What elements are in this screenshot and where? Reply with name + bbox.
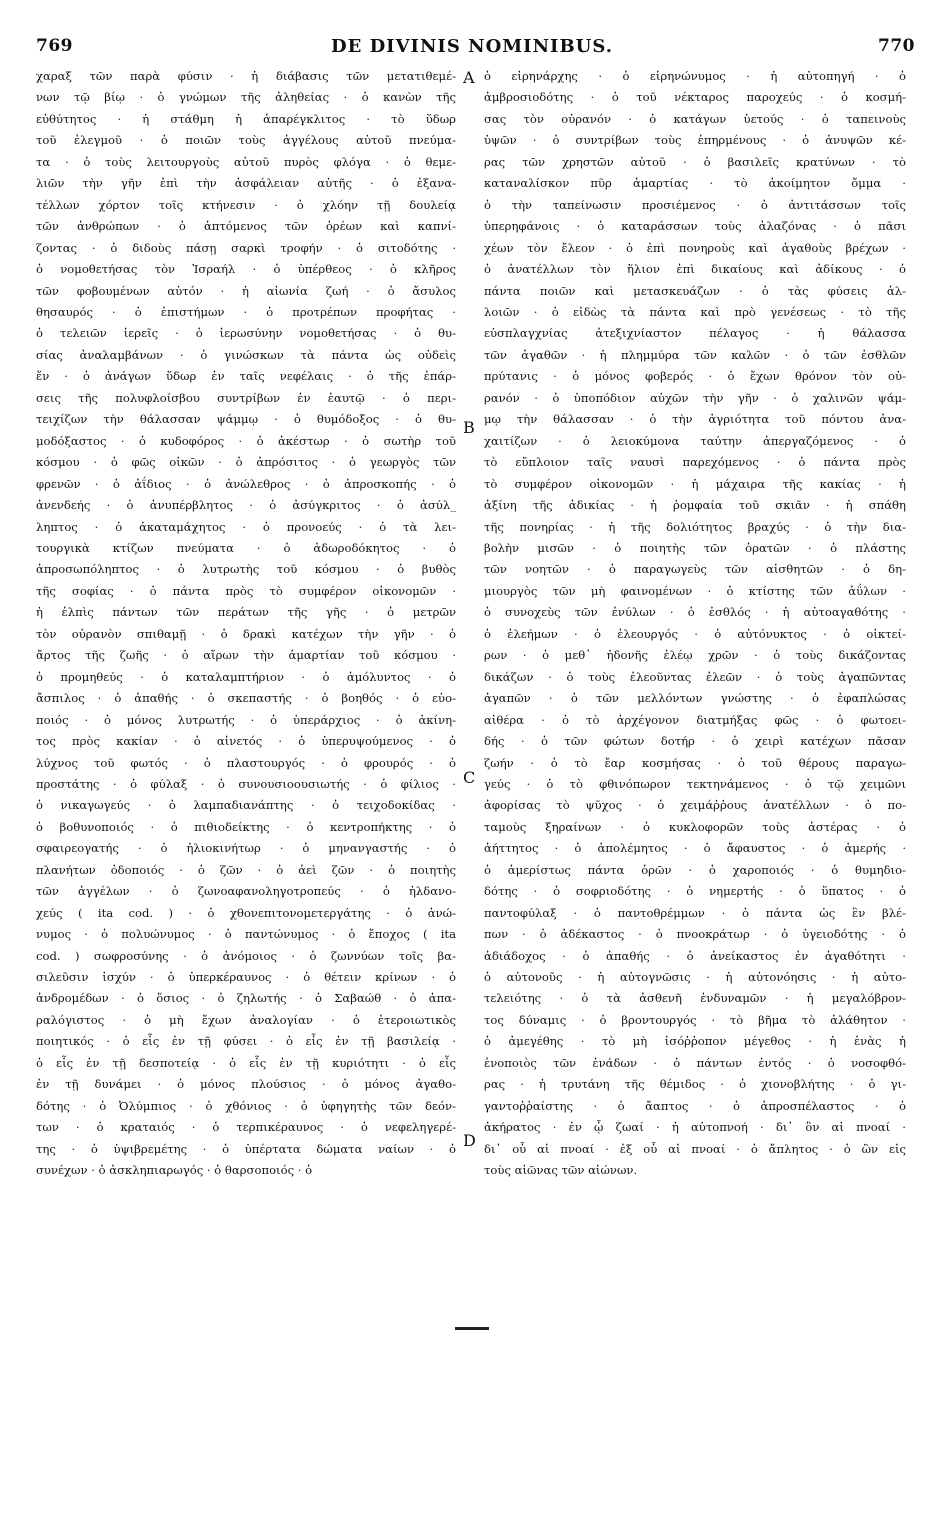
text-line: ταμοὺς ξηραίνων · ὁ κυκλοφορῶν τοὺς ἀστέρας · ὁ (484, 819, 906, 834)
text-line: ὁ ἀμερίστως πάντα ὁρῶν · ὁ χαροποιός · ὁ θυμηδιο- (484, 862, 906, 877)
text-line: κόσμου · ὁ φῶς οἰκῶν · ὁ ἀπρόσιτος · ὁ γεωργὸς τῶν (36, 455, 456, 470)
text-line: μῳ τὴν θάλασσαν · ὁ τὴν ἀγριότητα τοῦ πόντου ἀνα- (484, 412, 906, 427)
section-marker-d: D (463, 1131, 476, 1150)
text-line: γαντοῤῥαίστης · ὁ ἄαπτος · ὁ ἀπροσπέλαστος · ὁ (484, 1098, 906, 1113)
text-line: ληπτος · ὁ ἀκαταμάχητος · ὁ προνοεύς · ὁ τὰ λει- (36, 519, 456, 534)
page-number-right: 770 (878, 36, 915, 56)
text-line: τος πρὸς κακίαν · ὁ αἰνετός · ὁ ὑπερυψούμενος · ὁ (36, 734, 456, 749)
text-line: συνέχων · ὁ ἀσκληπιαρωγός · ὁ θαρσοποιός · ὁ (36, 1163, 313, 1178)
text-line: λύχνος τοῦ φωτός · ὁ πλαστουργός · ὁ φρουρός · ὁ (36, 755, 456, 770)
text-line: ὁ ἐλεήμων · ὁ ἐλεουργός · ὁ αὐτόνυκτος · ὁ οἰκτεί- (484, 626, 906, 641)
text-line: τουργικὰ κτίζων πνεύματα · ὁ ἀδωροδόκητος · ὁ (36, 540, 456, 555)
text-line: δότης · ὁ Ὀλύμπιος · ὁ χθόνιος · ὁ ὑφηγητὴς τῶν δεόν- (36, 1098, 456, 1113)
left-text-column (36, 66, 456, 1182)
text-line: δι᾽ οὗ αἱ πνοαί · ἐξ οὗ αἱ πνοαί · ὁ ἄπλητος · ὁ ὢν εἰς (484, 1141, 906, 1156)
text-line: χέων τὸν ἔλεον · ὁ ἐπὶ πονηροὺς καὶ ἀγαθοὺς βρέχων · (484, 240, 906, 255)
text-line: θησαυρός · ὁ ἐπιστήμων · ὁ προτρέπων προφήτας · (36, 304, 456, 319)
text-line: προστάτης · ὁ φύλαξ · ὁ συνουσιοουσιωτής · ὁ φίλιος · (36, 776, 456, 791)
text-line: ὑψῶν · ὁ συντρίβων τοὺς ἐπηρμένους · ὁ ἀνυψῶν κέ- (484, 133, 906, 148)
text-line: ἀνδρομέδων · ὁ ὅσιος · ὁ ζηλωτής · ὁ Σαβαώθ · ὁ ἀπα- (36, 991, 456, 1006)
text-line: σίας ἀναλαμβάνων · ὁ γινώσκων τὰ πάντα ὡς οὐδεὶς (36, 347, 456, 362)
text-line: τοὺς αἰῶνας τῶν αἰώνων. (484, 1163, 638, 1178)
text-line: τα · ὁ τοὺς λειτουργοὺς αὐτοῦ πυρὸς φλόγα · ὁ θεμε- (36, 154, 456, 169)
text-line: νυμος · ὁ πολυώνυμος · ὁ παντώνυμος · ὁ ἔποχος ( ita (36, 927, 456, 942)
text-line: ραλόγιστος · ὁ μὴ ἔχων ἀναλογίαν · ὁ ἑτεροιωτικὸς (36, 1012, 456, 1027)
text-line: μοδόξαστος · ὁ κυδοφόρος · ὁ ἀκέστωρ · ὁ σωτὴρ τοῦ (36, 433, 456, 448)
text-line: ὁ ἀνατέλλων τὸν ἥλιον ἐπὶ δικαίους καὶ ἀδίκους · ὁ (484, 262, 906, 277)
text-line: ἀξίνη τῆς ἀδικίας · ἡ ῥομφαία τοῦ σκιᾶν · ἡ σπάθη (484, 498, 906, 513)
text-line: δικάζων · ὁ τοὺς ἐλεοῦντας ἐλεῶν · ὁ τοὺς ἀγαπῶντας (484, 669, 906, 684)
text-line: μιουργὸς τῶν μὴ φαινομένων · ὁ κτίστης τῶν ἀΰλων · (484, 583, 906, 598)
text-line: ρων · ὁ μεθ᾽ ἡδονῆς ἐλέῳ χρῶν · ὁ τοὺς δικάζοντας (484, 648, 906, 663)
text-line: τῆς πονηρίας · ἡ τῆς δολιότητος βραχύς · ὁ τὴν δια- (484, 519, 906, 534)
text-line: ὁ αὐτονοῦς · ἡ αὐτογνῶσις · ἡ αὐτονόησις · ἡ αὐτο- (484, 970, 906, 985)
text-line: της · ὁ ὑψιβρεμέτης · ὁ ὑπέρτατα δώματα ναίων · ὁ (36, 1141, 456, 1156)
text-line: τῶν νοητῶν · ὁ παραγωγεὺς τῶν αἰσθητῶν · ὁ δη- (484, 562, 906, 577)
text-line: τῶν ἀγαθῶν · ἡ πλημμύρα τῶν καλῶν · ὁ τῶν ἐσθλῶν (484, 347, 906, 362)
text-line: ἀήττητος · ὁ ἀπολέμητος · ὁ ἄφαυστος · ὁ ἀμερής · (484, 841, 906, 856)
text-line: εὐθύτητος · ἡ στάθμη ἡ ἀπαρέγκλιτος · τὸ ὕδωρ (36, 111, 456, 126)
right-text-column (484, 66, 906, 1182)
text-line: cod. ) σωφροσύνης · ὁ ἀνόμοιος · ὁ ζωννύων τοῖς βα- (36, 948, 456, 963)
text-line: δότης · ὁ σοφριοδότης · ὁ νημερτής · ὁ ὕπατος · ὁ (484, 884, 906, 899)
text-line: ἄσπιλος · ὁ ἀπαθής · ὁ σκεπαστής · ὁ βοηθός · ὁ εὐο- (36, 691, 456, 706)
text-line: τὸ συμφέρον οἰκονομῶν · ἡ μάχαιρα τῆς κακίας · ἡ (484, 476, 906, 491)
text-line: πλανήτων ὁδοποιός · ὁ ζῶν · ὁ ἀεὶ ζῶν · ὁ ποιητὴς (36, 862, 456, 877)
text-line: τος δύναμις · ὁ βροντουργός · τὸ βῆμα τὸ ἀλάθητον · (484, 1012, 906, 1027)
text-line: τέλλων χόρτον τοῖς κτήνεσιν · ὁ χλόην τῇ δουλείᾳ (36, 197, 456, 212)
page-number-left: 769 (36, 36, 73, 56)
section-marker-a: A (463, 68, 475, 87)
text-line: ὁ νομοθετήσας τὸν Ἰσραήλ · ὁ ὑπέρθεος · ὁ κλῆρος (36, 262, 456, 277)
text-line: ἀπροσωπόληπτος · ὁ λυτρωτὴς τοῦ κόσμου · ὁ βυθὸς (36, 562, 456, 577)
text-line: ὁ εἷς ἐν τῇ δεσποτείᾳ · ὁ εἷς ἐν τῇ κυριότητι · ὁ εἷς (36, 1055, 456, 1070)
text-line: καταναλίσκον πῦρ ἁμαρτίας · τὸ ἀκοίμητον ὄμμα · (484, 176, 906, 191)
text-line: παντοφύλαξ · ὁ παντοθρέμμων · ὁ πάντα ὡς ἓν βλέ- (484, 905, 906, 920)
text-line: ὁ προμηθεύς · ὁ καταλαμπτήριον · ὁ ἀμόλυντος · ὁ (36, 669, 456, 684)
text-line: τῆς σοφίας · ὁ πάντα πρὸς τὸ συμφέρον οἰκονομῶν · (36, 583, 456, 598)
running-title: DE DIVINIS NOMINIBUS. (330, 36, 614, 57)
text-line: ἡ ἐλπὶς πάντων τῶν περάτων τῆς γῆς · ὁ μετρῶν (36, 605, 456, 620)
text-line: σιλεῦσιν ἰσχύν · ὁ ὑπερκέραυνος · ὁ θέτειν κρίνων · ὁ (36, 970, 456, 985)
text-line: ρας · ἡ τρυτάνη τῆς θέμιδος · ὁ χιονοβλήτης · ὁ γι- (484, 1077, 906, 1092)
text-line: ἑνοποιὸς τῶν ἐνάδων · ὁ πάντων ἐντός · ὁ νοσοφθό- (484, 1055, 906, 1070)
text-line: νων τῷ βίῳ · ὁ γνώμων τῆς ἀληθείας · ὁ κανὼν τῆς (36, 90, 456, 105)
text-line: σεις τῆς πολυφλοίσβου συντρίβων ἐν ἑαυτῷ · ὁ περι- (36, 390, 456, 405)
text-line: ἄρτος τῆς ζωῆς · ὁ αἴρων τὴν ἁμαρτίαν τοῦ κόσμου · (36, 648, 456, 663)
text-line: ὁ ἀμεγέθης · τὸ μὴ ἰσόῤῥοπον μέγεθος · ἡ ἑνὰς ἡ (484, 1034, 906, 1049)
text-line: τελειότης · ὁ τὰ ἀσθενῆ ἐνδυναμῶν · ἡ μεγαλόβρον- (484, 991, 906, 1006)
text-line: ρας τῶν χρηστῶν αὐτοῦ · ὁ βασιλεῖς κρατύνων · τὸ (484, 154, 906, 169)
text-line: των · ὁ κραταιός · ὁ τερπικέραυνος · ὁ νεφεληγερέ- (36, 1120, 456, 1135)
text-line: ἕν · ὁ ἀνάγων ὕδωρ ἐν ταῖς νεφέλαις · ὁ τῆς ἐπάρ- (36, 369, 456, 384)
section-marker-c: C (463, 768, 476, 787)
text-line: φρενῶν · ὁ ἀΐδιος · ὁ ἀνώλεθρος · ὁ ἀπροσκοπής · ὁ (36, 476, 456, 491)
text-line: ποιητικός · ὁ εἷς ἐν τῇ φύσει · ὁ εἷς ἐν τῇ βασιλείᾳ · (36, 1034, 456, 1049)
text-line: εὐσπλαγχνίας ἀτεξιχνίαστον πέλαγος · ἡ θάλασσα (484, 326, 906, 341)
text-line: ὁ τελειῶν ἱερεῖς · ὁ ἱερωσύνην νομοθετήσας · ὁ θυ- (36, 326, 456, 341)
text-line: ζοντας · ὁ διδοὺς πάσῃ σαρκὶ τροφήν · ὁ σιτοδότης · (36, 240, 456, 255)
text-line: ἀμβροσιοδότης · ὁ τοῦ νέκταρος παροχεύς · ὁ κοσμή- (484, 90, 906, 105)
text-line: λιῶν τὴν γῆν ἐπὶ τὴν ἀσφάλειαν αὐτῆς · ὁ ἐξανα- (36, 176, 456, 191)
text-line: πων · ὁ ἀδέκαστος · ὁ πνοοκράτωρ · ὁ ὑγειοδότης · ὁ (484, 927, 906, 942)
text-line: πρύτανις · ὁ μόνος φοβερός · ὁ ἔχων θρόνον τὸν οὐ- (484, 369, 906, 384)
text-line: ἀφορίσας τὸ ψῦχος · ὁ χειμάῤῥους ἀνατέλλων · ὁ πο- (484, 798, 906, 813)
text-line: δής · ὁ τῶν φώτων δοτήρ · ὁ χειρὶ κατέχων πᾶσαν (484, 734, 906, 749)
text-line: τῶν ἀγγέλων · ὁ ζωνοαφανοληγοτροπεύς · ὁ ἡλδανο- (36, 884, 456, 899)
text-line: ὁ νικαγωγεύς · ὁ λαμπαδιανάπτης · ὁ τειχοδοκίδας · (36, 798, 456, 813)
end-rule (455, 1327, 489, 1330)
text-line: λοιῶν · ὁ εἰδὼς τὰ πάντα καὶ πρὸ γενέσεως · τὸ τῆς (484, 304, 906, 319)
section-marker-b: B (463, 418, 475, 437)
text-line: ζωήν · ὁ τὸ ἔαρ κοσμήσας · ὁ τοῦ θέρους παραγω- (484, 755, 906, 770)
text-line: ἀνενδεής · ὁ ἀνυπέρβλητος · ὁ ἀσύγκριτος · ὁ ἀσύλ_ (36, 498, 456, 513)
text-line: χεύς ( ita cod. ) · ὁ χθονεπιτονομετεργάτης · ὁ ἀνώ- (36, 905, 456, 920)
text-line: τειχίζων τὴν θάλασσαν ψάμμῳ · ὁ θυμόδοξος · ὁ θυ- (36, 412, 456, 427)
text-line: ἀκήρατος · ἐν ᾧ ζωαί · ἡ αὐτοπνοή · δι᾽ ὃν αἱ πνοαί · (484, 1120, 906, 1135)
text-line: τῶν φοβουμένων αὐτόν · ἡ αἰωνία ζωή · ὁ ἄσυλος (36, 283, 456, 298)
text-line: γεύς · ὁ τὸ φθινόπωρον τεκτηνάμενος · ὁ τῷ χειμῶνι (484, 776, 906, 791)
text-line: ὑπερηφάνοις · ὁ καταράσσων τοὺς ἀλαζόνας · ὁ πᾶσι (484, 219, 906, 234)
text-line: ὁ βοθυνοποιός · ὁ πιθιοδείκτης · ὁ κεντροπήκτης · ὁ (36, 819, 456, 834)
text-line: σφαιρεογατής · ὁ ἡλιοκινήτωρ · ὁ μηνανγαστής · ὁ (36, 841, 456, 856)
text-line: τῶν ἀνθρώπων · ὁ ἁπτόμενος τῶν ὀρέων καὶ καπνί- (36, 219, 456, 234)
text-line: τοῦ ἐλεγμοῦ · ὁ ποιῶν τοὺς ἀγγέλους αὐτοῦ πνεύμα- (36, 133, 456, 148)
text-line: βολὴν μισῶν · ὁ ποιητὴς τῶν ὁρατῶν · ὁ πλάστης (484, 540, 906, 555)
text-line: τὸ εὔπλοιον ταῖς ναυσὶ παρεχόμενος · ὁ πάντα πρὸς (484, 455, 906, 470)
text-line: ἐν τῇ δυνάμει · ὁ μόνος πλούσιος · ὁ μόνος ἀγαθο- (36, 1077, 456, 1092)
text-line: ὁ τὴν ταπείνωσιν προσιέμενος · ὁ ἀντιτάσσων τοῖς (484, 197, 906, 212)
text-line: ἀγαπῶν · ὁ τῶν μελλόντων γνώστης · ὁ ἐφαπλώσας (484, 691, 906, 706)
text-line: αἰθέρα · ὁ τὸ ἀρχέγονον διατμήξας φῶς · ὁ φωτοει- (484, 712, 906, 727)
text-line: χαραξ τῶν παρὰ φύσιν · ἡ διάβασις τῶν μετατιθεμέ- (36, 69, 456, 83)
text-line: ἀδιάδοχος · ὁ ἀπαθής · ὁ ἀνείκαστος ἐν ἀγαθότητι · (484, 948, 906, 963)
text-line: ρανόν · ὁ ὑποπόδιον αὐχῶν τὴν γῆν · ὁ χαλινῶν ψάμ- (484, 390, 906, 405)
text-line: ὁ συνοχεὺς τῶν ἐνύλων · ὁ ἐσθλός · ἡ αὐτοαγαθότης · (484, 605, 906, 620)
text-line: χαιτίζων · ὁ λειοκύμονα ταύτην ἀπεργαζόμενος · ὁ (484, 433, 906, 448)
text-line: ὁ εἰρηνάρχης · ὁ εἰρηνώνυμος · ἡ αὐτοπηγή · ὁ (484, 69, 906, 83)
text-line: ποιός · ὁ μόνος λυτρωτής · ὁ ὑπεράρχιος · ὁ ἀκίνη- (36, 712, 456, 727)
text-line: σας τὸν οὐρανόν · ὁ κατάγων ὑετούς · ὁ ταπεινοὺς (484, 111, 906, 126)
text-line: τὸν οὐρανὸν σπιθαμῇ · ὁ δρακὶ κατέχων τὴν γῆν · ὁ (36, 626, 456, 641)
text-line: πάντα ποιῶν καὶ μετασκευάζων · ὁ τὰς φύσεις ἀλ- (484, 283, 906, 298)
